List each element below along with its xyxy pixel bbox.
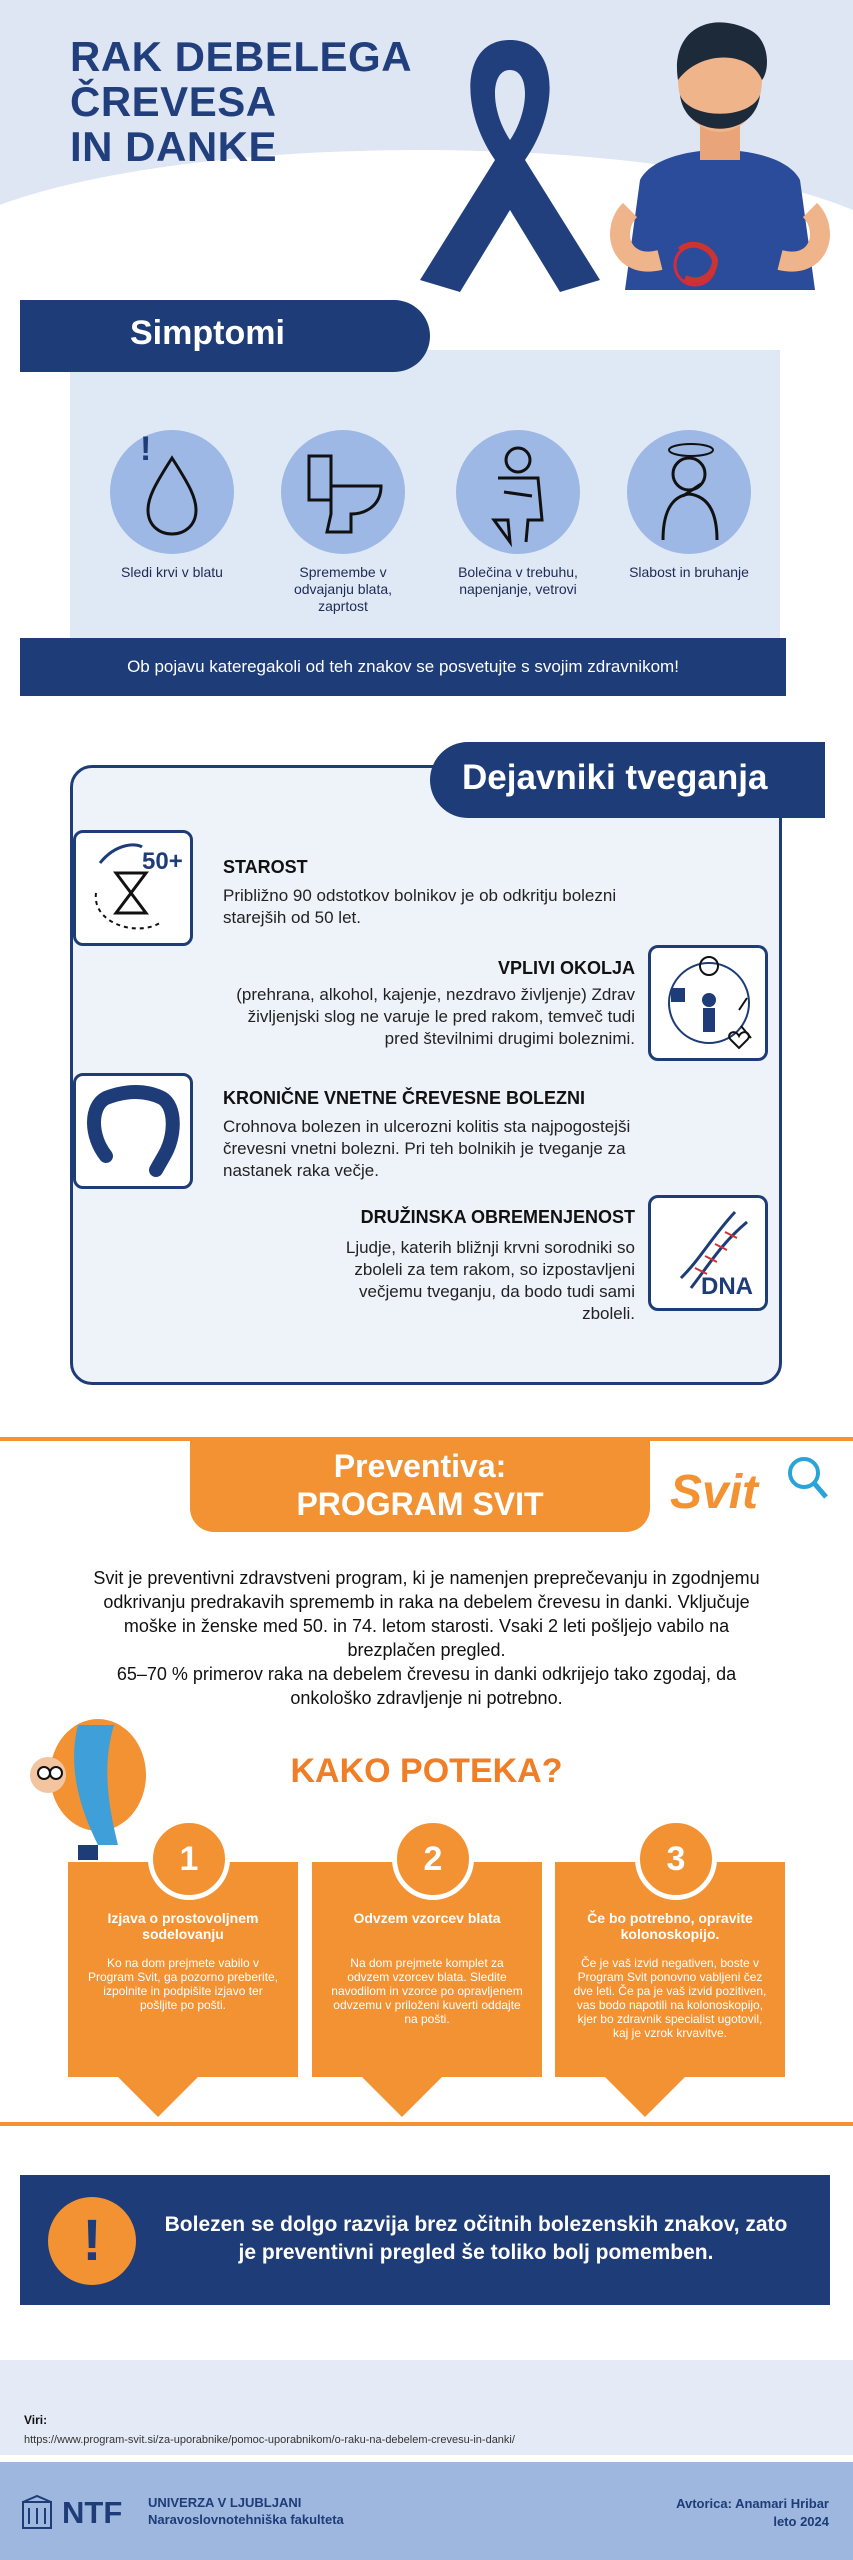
toilet-icon	[281, 430, 405, 554]
step-text: Če je vaš izvid negativen, boste v Program Svit ponovno vabljeni čez dve leti. Če pa je vaš izvid pozitiven, vas bodo napotili na kolonoskopijo, kjer bo zdravnik specialist ugotovil, kaj je vzrok krvavitve.	[573, 1956, 767, 2040]
symptoms-heading: Simptomi	[130, 314, 285, 352]
symptoms-banner: Ob pojavu kateregakoli od teh znakov se posvetujte s svojim zdravnikom!	[20, 638, 786, 696]
risk-heading: Dejavniki tveganja	[462, 758, 768, 797]
step-text: Na dom prejmete komplet za odvzem vzorcev blata. Sledite navodilom in vzorce po opravljenem odvzemu v priloženi kuverti oddajte na pošti.	[331, 1956, 523, 2026]
risk-heading-tab	[430, 742, 825, 818]
age-badge: 50+	[142, 848, 183, 875]
dna-icon	[648, 1195, 768, 1311]
author-info	[676, 2495, 829, 2531]
prevention-heading-box	[190, 1437, 650, 1532]
divider	[0, 2122, 853, 2126]
symptom-label: Bolečina v trebuhu, napenjanje, vetrovi	[458, 564, 578, 597]
step-card-1	[68, 1840, 298, 2077]
symptom-item	[443, 430, 593, 598]
how-heading: KAKO POTEKA?	[290, 1752, 563, 1790]
prevention-paragraph-2: 65–70 % primerov raka na debelem črevesu in danki odkrijejo tako zgodaj, da onkološko zdravljenje ni potrebno.	[116, 1664, 737, 1708]
symptom-label: Slabost in bruhanje	[629, 564, 749, 580]
university-line: UNIVERZA V LJUBLJANI	[148, 2495, 302, 2510]
risk-text-family: Ljudje, katerih bližnji krvni sorodniki so zboleli za tem rakom, so izpostavljeni večjemu tveganju, da bodo tudi sami zboleli.	[345, 1238, 635, 1323]
symptom-label: Spremembe v odvajanju blata, zaprtost	[293, 564, 393, 614]
sources-link[interactable]: https://www.program-svit.si/za-uporabnike/pomoc-uporabnikom/o-raku-na-debelem-crevesu-in-danki/	[24, 2434, 515, 2446]
risk-text-environment: (prehrana, alkohol, kajenje, nezdravo življenje) Zdrav življenjski slog ne varuje le pred rakom, temveč tudi pred številnimi drugimi boleznimi.	[236, 985, 635, 1048]
age-icon	[73, 830, 193, 946]
risk-title-family: DRUŽINSKA OBREMENJENOST	[360, 1207, 635, 1227]
author-year: leto 2024	[773, 2514, 829, 2529]
prevention-heading-line-1: Preventiva:	[333, 1448, 507, 1484]
environment-icon	[648, 945, 768, 1061]
risk-title-age: STAROST	[223, 857, 308, 877]
prevention-text	[80, 1566, 773, 1710]
ntf-logo: NTF	[62, 2495, 123, 2530]
step-number: 2	[392, 1818, 474, 1900]
step-title: Če bo potrebno, opravite kolonoskopijo.	[587, 1910, 753, 1942]
warning-banner	[20, 2175, 830, 2305]
title-line-1: RAK DEBELEGA	[70, 33, 413, 80]
exclamation-icon: !	[48, 2197, 136, 2285]
risk-text-chronic: Crohnova bolezen in ulcerozni kolitis sta najpogostejši črevesni vnetni bolezni. Pri teh bolnikih je tveganje za nastanek raka večje.	[223, 1117, 631, 1180]
step-text: Ko na dom prejmete vabilo v Program Svit, ga pozorno preberite, izpolnite in podpišite izjavo ter pošljite po pošti.	[87, 1956, 279, 2012]
risk-title-chronic: KRONIČNE VNETNE ČREVESNE BOLEZNI	[223, 1088, 586, 1108]
risk-title-environment: VPLIVI OKOLJA	[497, 958, 635, 978]
faculty-line: Naravoslovnotehniška fakulteta	[148, 2512, 344, 2527]
nausea-icon	[627, 430, 751, 554]
symptoms-heading-tab	[20, 300, 430, 372]
author-name: Avtorica: Anamari Hribar	[676, 2496, 829, 2511]
step-card-2	[312, 1840, 542, 2077]
magnifier-icon	[782, 1453, 832, 1503]
symptom-label: Sledi krvi v blatu	[121, 564, 223, 580]
step-number: 3	[635, 1818, 717, 1900]
university-seal-icon	[20, 2494, 54, 2530]
step-title: Odvzem vzorcev blata	[353, 1910, 501, 1926]
step-card-3	[555, 1840, 785, 2077]
sources-heading: Viri:	[24, 2413, 48, 2427]
awareness-ribbon-icon	[400, 30, 620, 300]
prevention-heading-line-2: PROGRAM SVIT	[296, 1486, 544, 1522]
symptom-item	[97, 430, 247, 581]
risk-text-age: Približno 90 odstotkov bolnikov je ob odkritju bolezni starejših od 50 let.	[223, 886, 617, 927]
step-title: Izjava o prostovoljnem sodelovanju	[107, 1910, 259, 1942]
symptom-item	[268, 430, 418, 615]
step-number: 1	[148, 1818, 230, 1900]
title-line-3: IN DANKE	[70, 123, 278, 170]
svg-text:!: !	[140, 430, 152, 468]
prevention-paragraph: Svit je preventivni zdravstveni program, ki je namenjen preprečevanju in zgodnjemu odkrivanju predrakavih sprememb in raka na debelem črevesu in danki. Vključuje moške in ženske med 50. in 74. letom starosti. Vsaki 2 leti pošljejo vabilo na brezplačen pregled.	[93, 1568, 760, 1660]
svit-logo: Svit	[670, 1466, 759, 1519]
symptom-item	[614, 430, 764, 581]
man-illustration	[600, 10, 840, 290]
university-name	[148, 2494, 344, 2528]
dna-badge: DNA	[701, 1273, 753, 1300]
stomach-pain-icon	[456, 430, 580, 554]
intestine-icon	[73, 1073, 193, 1189]
warning-text: Bolezen se dolgo razvija brez očitnih bolezenskih znakov, zato je preventivni pregled še toliko bolj pomemben.	[164, 2213, 788, 2264]
title-line-2: ČREVESA	[70, 78, 277, 125]
blood-drop-icon	[110, 430, 234, 554]
